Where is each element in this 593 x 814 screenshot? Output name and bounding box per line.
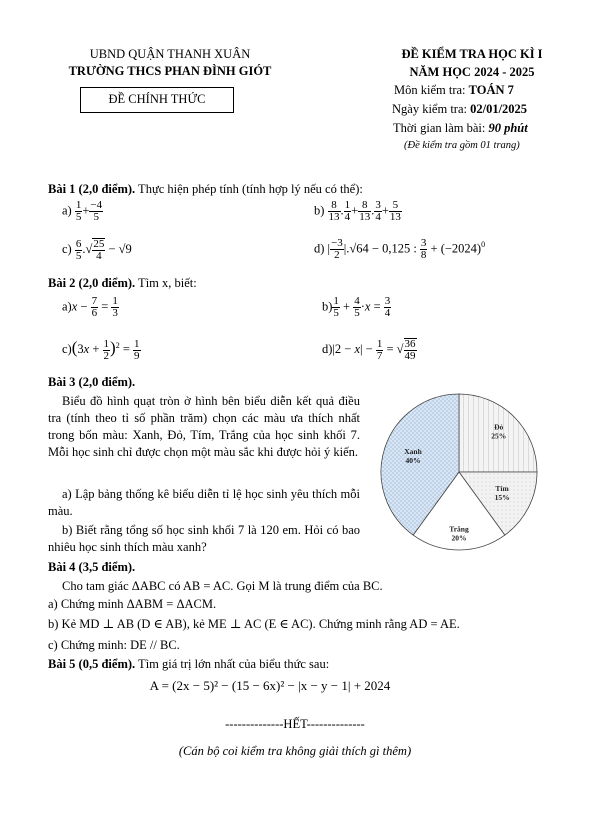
bai1-b: b) $\frac{8}{13}$ . $\frac{1}{4}$ + $\frac{8}{13}$ . $\frac{3}{4}$ + $\frac{5}{13}$ (314, 199, 401, 223)
pie-value-3: 15% (494, 493, 510, 502)
pie-chart (368, 392, 554, 552)
pie-label-4: Trắng (449, 524, 469, 534)
footer-note: (Cán bộ coi kiểm tra không giải thích gì thêm) (178, 744, 412, 758)
bai2-a: a)x − $\frac{7}{6}$ = $\frac{1}{3}$ (62, 295, 118, 319)
bai1-heading: Bài 1 (2,0 điểm). Thực hiện phép tính (tính hợp lý nếu có thể): (48, 182, 363, 196)
end-marker: --------------HẾT-------------- (225, 717, 365, 731)
pages-note: (Đề kiểm tra gồm 01 trang) (404, 140, 520, 151)
district-name: UBND QUẬN THANH XUÂN (89, 47, 251, 61)
bai3-paragraph: Biểu đồ hình quạt tròn ở hình bên biểu diễn kết quả điều tra (tính theo tỉ số phần trăm) chọn các màu ưa thích nhất trong bốn màu: Xanh, Đỏ, Tím, Trắng của học sinh khối 7. Mỗi học sinh chỉ được chọn một màu sắc khi được hỏi ý kiến. (48, 394, 360, 459)
pie-value-2: 25% (491, 431, 507, 441)
school-name: TRƯỜNG THCS PHAN ĐÌNH GIÓT (68, 64, 272, 78)
bai3-part-a: a) Lập bảng thống kê biểu diễn tỉ lệ học sinh yêu thích mỗi màu. (48, 487, 360, 518)
bai4-b: b) Kẻ MD ⊥ AB (D ∈ AB), kẻ ME ⊥ AC (E ∈ AC). Chứng minh rằng AD = AE. (48, 617, 460, 631)
bai5-expression: A = (2x − 5)² − (15 − 6x)² − |x − y − 1| + 2024 (149, 678, 391, 693)
date-line: Ngày kiểm tra: 02/01/2025 (392, 102, 528, 116)
bai4-heading: Bài 4 (3,5 điểm). (48, 560, 136, 574)
bai1-d: d) | $\frac{-3}{2}$ |.√64 − 0,125 : $\frac{3}{8}$ + $(-2024)^0$ (314, 237, 486, 261)
pie-label-1: Xanh (404, 447, 422, 457)
bai4-intro: Cho tam giác ΔABC có AB = AC. Gọi M là trung điểm của BC. (62, 579, 383, 593)
bai4-c: c) Chứng minh: DE // BC. (48, 638, 180, 652)
time-line: Thời gian làm bài: 90 phút (393, 121, 528, 135)
bai1-c: c) $\frac{6}{5}$ .√ $\frac{25}{4}$ − √9 (62, 237, 132, 262)
bai2-b: b) $\frac{1}{5}$ + $\frac{4}{5}$ ·x = $\frac{3}{4}$ (322, 295, 391, 319)
official-label: ĐỀ CHÍNH THỨC (108, 92, 206, 106)
pie-value-4: 20% (451, 533, 467, 543)
pie-label-3: Tím (495, 484, 509, 493)
bai2-d: d)|2 − x| − $\frac{1}{7}$ = √ $\frac{36}{49}$ (322, 337, 416, 362)
exam-year: NĂM HỌC 2024 - 2025 (409, 65, 535, 79)
bai3-heading: Bài 3 (2,0 điểm). (48, 375, 136, 389)
pie-value-1: 40% (405, 456, 421, 466)
bai3-part-b: b) Biết rằng tổng số học sinh khối 7 là 120 em. Hỏi có bao nhiêu học sinh thích màu xanh? (48, 523, 360, 554)
pie-label-2: Đỏ (494, 422, 504, 432)
bai4-a: a) Chứng minh ΔABM = ΔACM. (48, 597, 217, 611)
exam-title: ĐỀ KIỂM TRA HỌC KÌ I (401, 47, 543, 61)
subject-line: Môn kiểm tra: TOÁN 7 (394, 83, 514, 97)
bai2-heading: Bài 2 (2,0 điểm). Tìm x, biết: (48, 276, 197, 290)
bai2-c: c)(3x + $\frac{1}{2}$ )$^2$ = $\frac{1}{9}$ (62, 337, 140, 362)
bai5-heading: Bài 5 (0,5 điểm). Tìm giá trị lớn nhất của biểu thức sau: (48, 657, 330, 671)
bai1-a: a) $\frac{1}{5}$ + $\frac{-4}{5}$ (62, 199, 103, 223)
